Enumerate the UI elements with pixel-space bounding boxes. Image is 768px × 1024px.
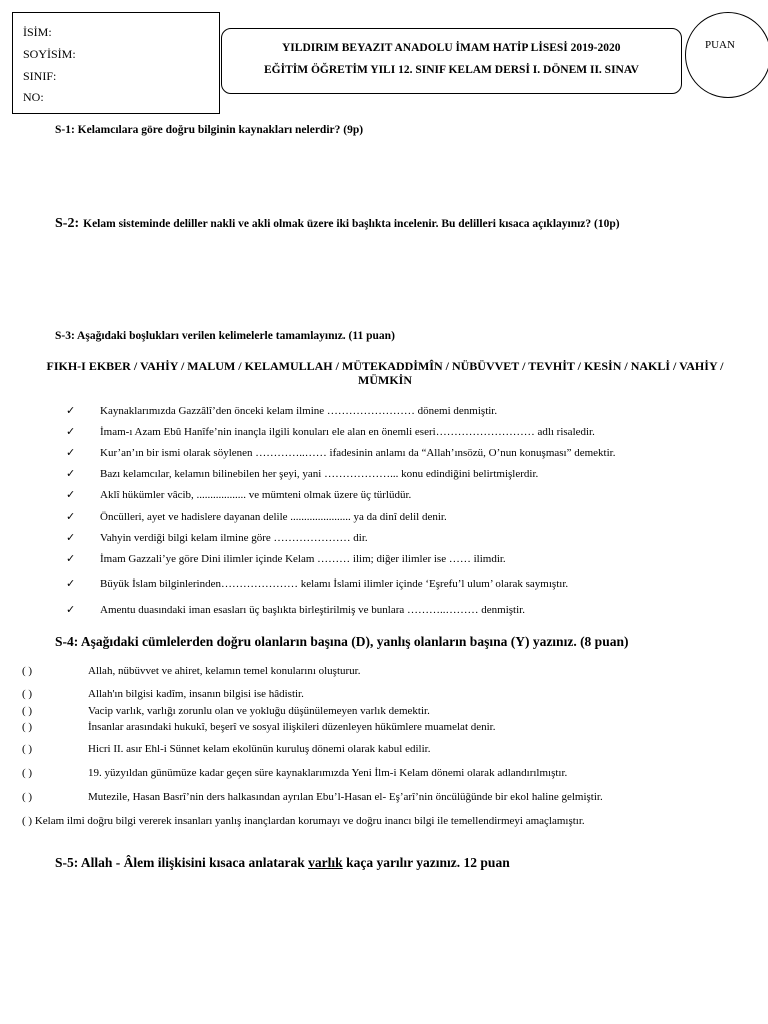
question-5: S-5: Allah - Âlem ilişkisini kısaca anlatarak varlık kaça yarılır yazınız. 12 puan <box>55 855 510 870</box>
word-bank: FIKH-I EKBER / VAHİY / MALUM / KELAMULLAH / MÜTEKADDİMÎN / NÜBÜVVET / TEVHİT / KESİN / NAKLİ / VAHİY / MÜMKİN <box>46 359 724 387</box>
fill-item: ✓ Vahyin verdiği bilgi kelam ilmine göre ………………… dir. <box>66 532 368 544</box>
score-circle <box>685 12 768 98</box>
true-false-item: ( ) 19. yüzyıldan günümüze kadar geçen süre kaynaklarımızda Yeni İlm-i Kelam dönemi olarak adlandırılmıştır. <box>22 767 568 779</box>
fill-item: ✓ Büyük İslam bilginlerinden………………… kelamı İslami ilimler içinde ‘Eşrefu’l ulum’ olarak saymıştır. <box>66 578 569 590</box>
check-icon: ✓ <box>66 511 76 523</box>
number-label: NO: <box>23 90 44 104</box>
fill-item: ✓ Kur’an’ın bir ismi olarak söylenen …………..…… ifadesinin anlamı da “Allah’ınsözü, O’nun konuşması” demektir. <box>66 447 616 459</box>
true-false-item: ( ) Allah, nübüvvet ve ahiret, kelamın temel konularını oluşturur. <box>22 665 361 677</box>
question-3: S-3: Aşağıdaki boşlukları verilen kelimelerle tamamlayınız. (11 puan) <box>55 330 395 342</box>
answer-blank[interactable]: ( ) <box>22 743 33 755</box>
check-icon: ✓ <box>66 553 76 565</box>
fill-item: ✓ İmam Gazzali’ye göre Dini ilimler içinde Kelam ……… ilim; diğer ilimler ise …… ilimdir. <box>66 553 506 565</box>
exam-title-line2: EĞİTİM ÖĞRETİM YILI 12. SINIF KELAM DERSİ I. DÖNEM II. SINAV <box>264 64 639 76</box>
question-1: S-1: Kelamcılara göre doğru bilginin kaynakları nelerdir? (9p) <box>55 124 364 136</box>
true-false-item: ( ) Vacip varlık, varlığı zorunlu olan ve yokluğu düşünülemeyen varlık demektir. <box>22 705 430 717</box>
check-icon: ✓ <box>66 604 76 616</box>
answer-blank[interactable]: ( ) <box>22 767 33 779</box>
question-2-text: Kelam sisteminde deliller nakli ve akli olmak üzere iki başlıkta incelenir. Bu delilleri kısaca açıklayınız? (10p) <box>83 218 620 230</box>
answer-blank[interactable]: ( ) <box>22 721 33 733</box>
true-false-item: ( ) Hicri II. asır Ehl-i Sünnet kelam ekolünün kuruluş dönemi olarak kabul edilir. <box>22 743 431 755</box>
true-false-item: ( ) Allah'ın bilgisi kadîm, insanın bilgisi ise hâdistir. <box>22 688 304 700</box>
question-4: S-4: Aşağıdaki cümlelerden doğru olanların başına (D), yanlış olanların başına (Y) yazınız. (8 puan) <box>55 634 629 649</box>
check-icon: ✓ <box>66 405 76 417</box>
fill-item: ✓ Aklî hükümler vâcib, .................. ve mümteni olmak üzere üç türlüdür. <box>66 489 412 501</box>
class-label: SINIF: <box>23 69 57 83</box>
name-label: İSİM: <box>23 25 52 39</box>
student-info-box <box>12 12 220 114</box>
underlined-word: varlık <box>308 855 343 870</box>
check-icon: ✓ <box>66 532 76 544</box>
answer-blank[interactable]: ( ) <box>22 815 33 827</box>
question-2 <box>55 214 620 232</box>
check-icon: ✓ <box>66 447 76 459</box>
score-label: PUAN <box>705 39 735 51</box>
fill-item: ✓ İmam-ı Azam Ebû Hanîfe’nin inançla ilgili konuları ele alan en önemli eseri……………………… adlı risaledir. <box>66 426 595 438</box>
answer-blank[interactable]: ( ) <box>22 705 33 717</box>
check-icon: ✓ <box>66 489 76 501</box>
true-false-item: ( ) İnsanlar arasındaki hukukî, beşerî ve sosyal ilişkileri düzenleyen hükümlere muamelat denir. <box>22 721 496 733</box>
fill-item: ✓ Öncülleri, ayet ve hadislere dayanan delile ...................... ya da dinî delil denir. <box>66 511 447 523</box>
check-icon: ✓ <box>66 468 76 480</box>
answer-blank[interactable]: ( ) <box>22 665 33 677</box>
answer-blank[interactable]: ( ) <box>22 791 33 803</box>
question-2-number: S-2: <box>55 216 80 231</box>
surname-label: SOYİSİM: <box>23 47 76 61</box>
answer-blank[interactable]: ( ) <box>22 688 33 700</box>
true-false-item: ( ) Mutezile, Hasan Basrî’nin ders halkasından ayrılan Ebu’l-Hasan el- Eş’arî’nin öncülüğünde bir ekol haline gelmiştir. <box>22 791 603 803</box>
fill-item: ✓ Kaynaklarımızda Gazzâlî’den önceki kelam ilmine …………………… dönemi denmiştir. <box>66 405 498 417</box>
exam-title-line1: YILDIRIM BEYAZIT ANADOLU İMAM HATİP LİSESİ 2019-2020 <box>282 42 621 54</box>
exam-title-box <box>221 28 682 94</box>
fill-item: ✓ Bazı kelamcılar, kelamın bilinebilen her şeyi, yani ………………... konu edindiğini belirtmişlerdir. <box>66 468 539 480</box>
true-false-item: ( ) Kelam ilmi doğru bilgi vererek insanları yanlış inançlardan korumayı ve doğru inancı bilgi ile temellendirmeyi amaçlamıştır. <box>22 815 585 827</box>
fill-item: ✓ Amentu duasındaki iman esasları üç başlıkta birleştirilmiş ve bunlara ………..……… denmiştir. <box>66 604 525 616</box>
check-icon: ✓ <box>66 426 76 438</box>
check-icon: ✓ <box>66 578 76 590</box>
